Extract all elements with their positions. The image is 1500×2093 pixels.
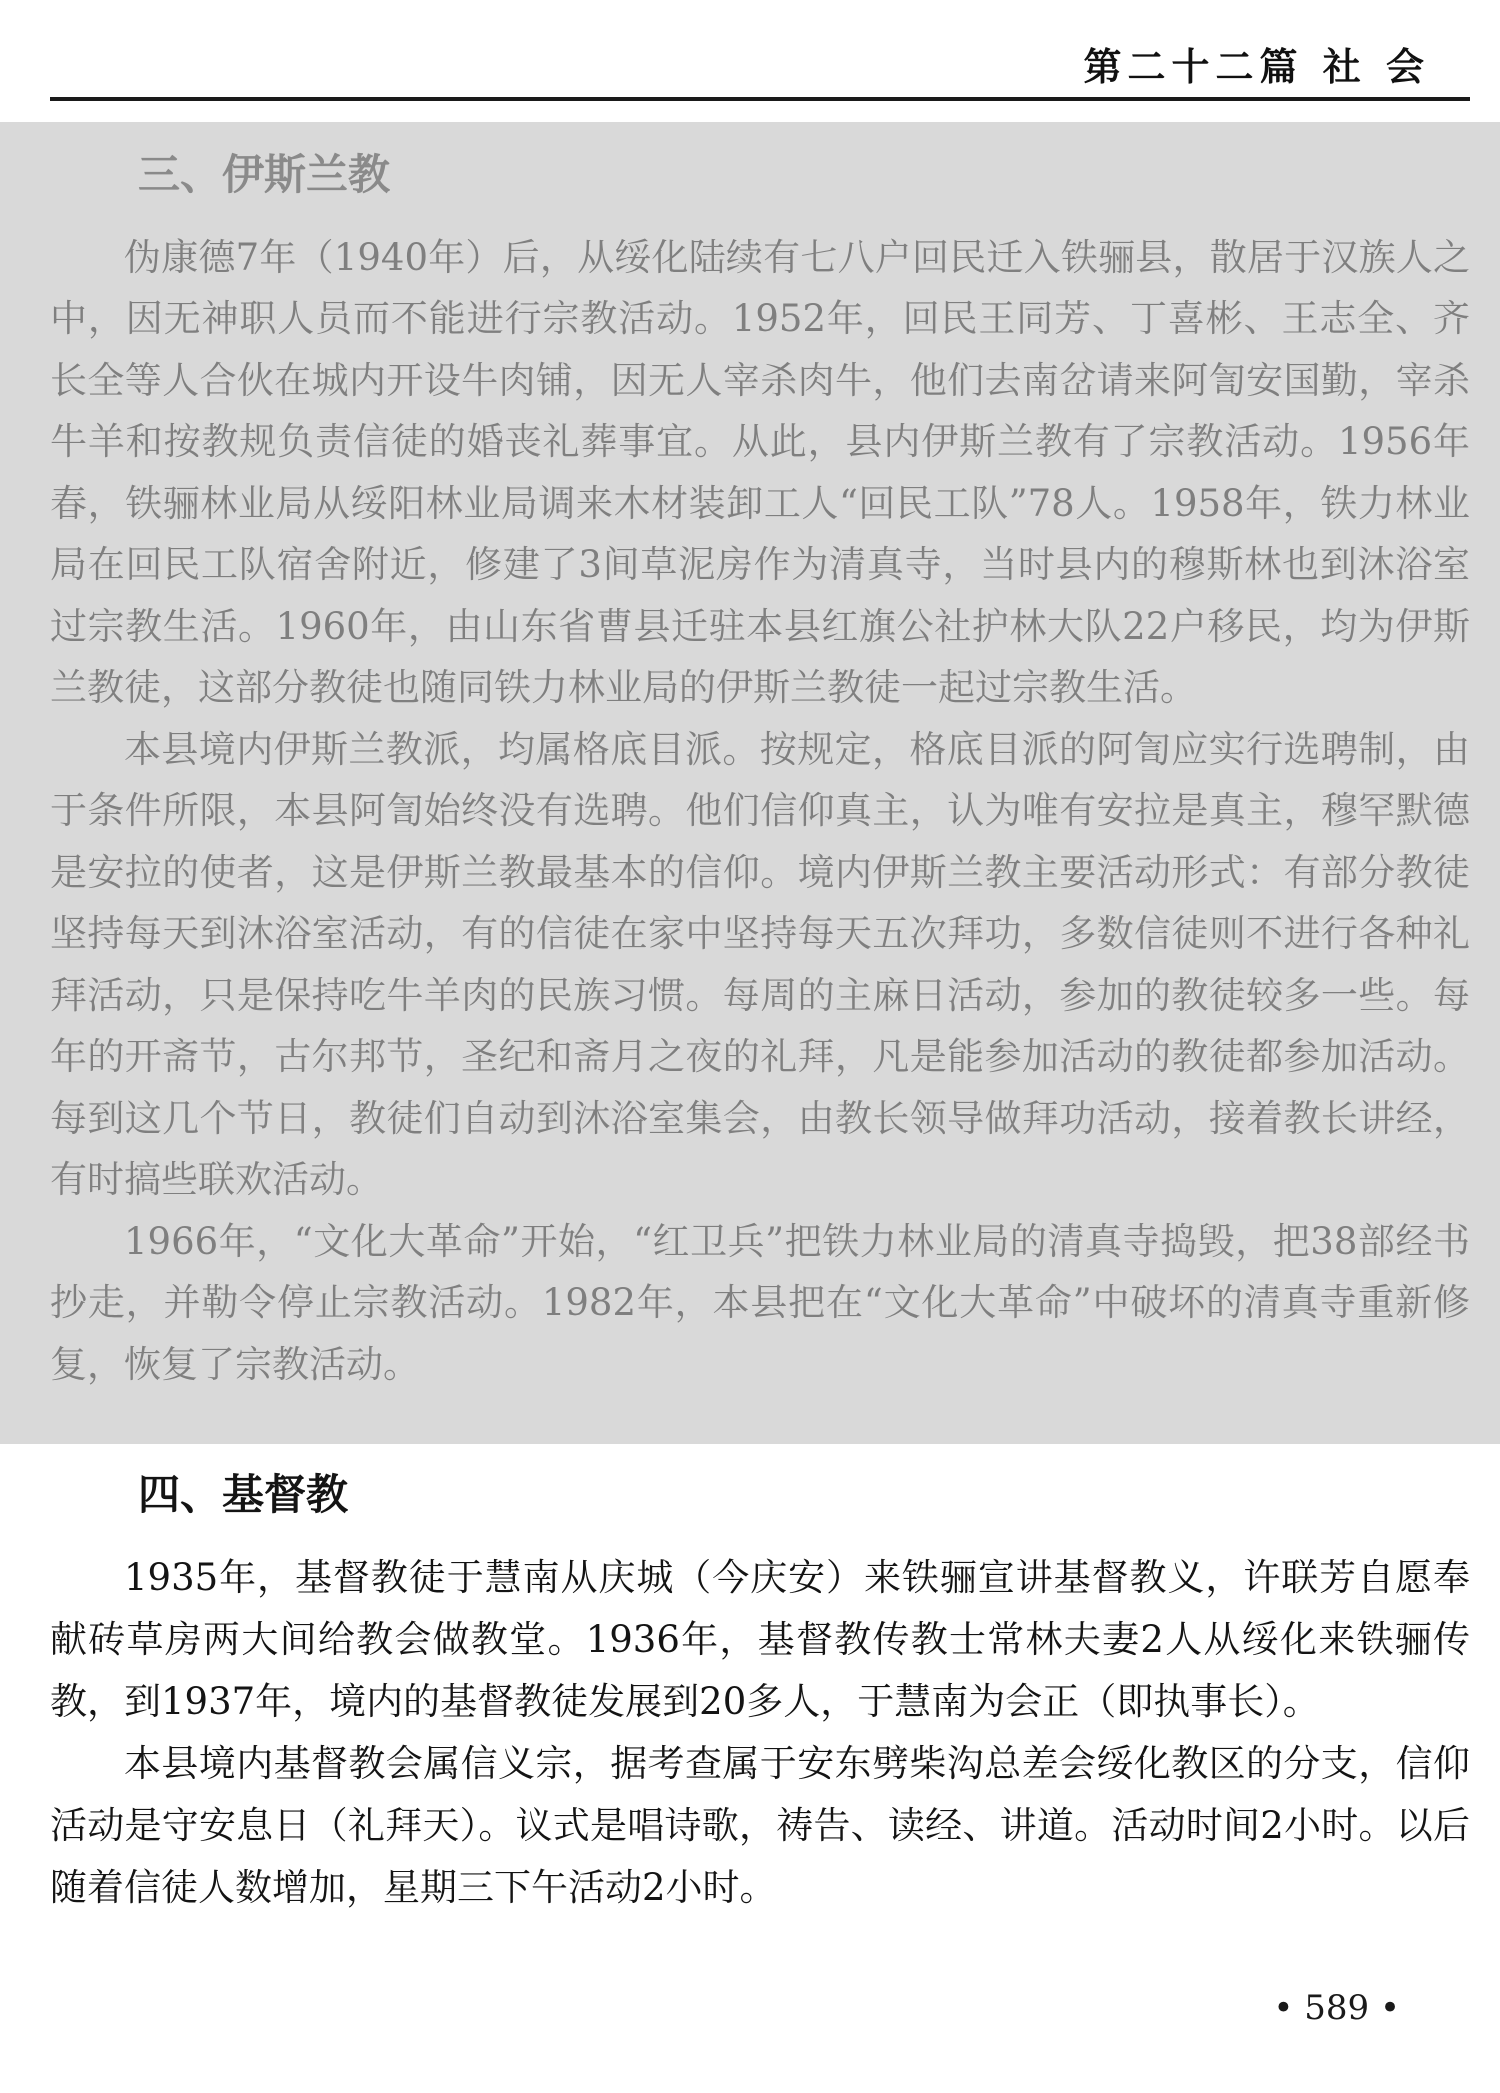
paragraph: 1966年，“文化大革命”开始，“红卫兵”把铁力林业局的清真寺捣毁，把38部经书抄走，并勒令停止宗教活动。1982年，本县把在“文化大革命”中破坏的清真寺重新修复，恢复了宗教活动。 [50, 1219, 1470, 1386]
paragraph: 伪康德7年（1940年）后，从绥化陆续有七八户回民迁入铁骊县，散居于汉族人之中，因无神职人员而不能进行宗教活动。1952年，回民王同芳、丁喜彬、王志全、齐长全等人合伙在城内开设牛肉铺，因无人宰杀肉牛，他们去南岔请来阿訇安国勤，宰杀牛羊和按教规负责信徒的婚丧礼葬事宜。从此，县内伊斯兰教有了宗教活动。1956年春，铁骊林业局从绥阳林业局调来木材装卸工人“回民工队”78人。1958年，铁力林业局在回民工队宿舍附近，修建了3间草泥房作为清真寺，当时县内的穆斯林也到沐浴室过宗教生活。1960年，由山东省曹县迁驻本县红旗公社护林大队22户移民，均为伊斯兰教徒，这部分教徒也随同铁力林业局的伊斯兰教徒一起过宗教生活。 [50, 235, 1470, 710]
section-heading-islam: 三、伊斯兰教 [138, 150, 391, 199]
section-christianity [50, 1468, 1470, 1919]
paragraph: 本县境内基督教会属信义宗，据考查属于安东劈柴沟总差会绥化教区的分支，信仰活动是守安息日（礼拜天）。议式是唱诗歌，祷告、读经、讲道。活动时间2小时。以后随着信徒人数增加，星期三下午活动2小时。 [50, 1741, 1470, 1909]
paragraph: 本县境内伊斯兰教派，均属格底目派。按规定，格底目派的阿訇应实行选聘制，由于条件所限，本县阿訇始终没有选聘。他们信仰真主，认为唯有安拉是真主，穆罕默德是安拉的使者，这是伊斯兰教最基本的信仰。境内伊斯兰教主要活动形式：有部分教徒坚持每天到沐浴室活动，有的信徒在家中坚持每天五次拜功，多数信徒则不进行各种礼拜活动，只是保持吃牛羊肉的民族习惯。每周的主麻日活动，参加的教徒较多一些。每年的开斋节，古尔邦节，圣纪和斋月之夜的礼拜，凡是能参加活动的教徒都参加活动。每到这几个节日，教徒们自动到沐浴室集会，由教长领导做拜功活动，接着教长讲经，有时搞些联欢活动。 [50, 727, 1470, 1202]
paragraph: 1935年，基督教徒于慧南从庆城（今庆安）来铁骊宣讲基督教义，许联芳自愿奉献砖草房两大间给教会做教堂。1936年，基督教传教士常林夫妻2人从绥化来铁骊传教，到1937年，境内的基督教徒发展到20多人，于慧南为会正（即执事长）。 [50, 1555, 1470, 1723]
header-rule [50, 97, 1470, 101]
page-number: • 589 • [1273, 1988, 1400, 2028]
page-header-title: 第二十二篇 社 会 [1083, 45, 1430, 89]
section-islam [50, 148, 1470, 1395]
section-heading-christianity: 四、基督教 [138, 1470, 349, 1519]
